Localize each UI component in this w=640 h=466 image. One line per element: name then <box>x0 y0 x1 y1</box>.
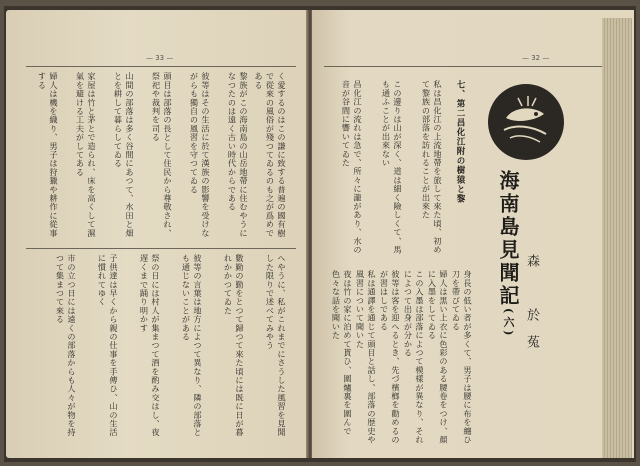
right-header-rule <box>324 66 604 67</box>
right-page-number: — 32 — <box>522 54 550 62</box>
text-column: 山間の部落は多く谷間にあつて、水田と畑とを耕して暮らしてゐる <box>113 72 135 238</box>
text-column: へやうに、私がこれまでにさうした風習を見聞した限りで述べてみやう <box>265 254 287 437</box>
text-column: 市の立つ日には遠くの部落からも人々が物を持つて集まつて來る <box>55 254 77 437</box>
article-part-number: (六) <box>502 308 515 339</box>
text-column: 頭目は部落の長として住民から尊敬され、祭祀や裁判を司る <box>151 72 173 238</box>
text-column: 身長の低い者が多くて、男子は腰に布を纏ひ刀を帶びてゐる <box>451 270 473 444</box>
text-column: 黎族がこの海南島の山岳地帶に住むやうになつたのは遠く古い時代からである <box>227 72 249 238</box>
text-column: 昌化江の流れは急で、所々に瀧があり、水の音が谷間に響いてゐた <box>341 80 363 254</box>
article-author: 森 於菟 <box>524 254 539 362</box>
text-column: 祭の日には村人が集まつて酒を酌み交はし、夜遅くまで踊り明かす <box>139 254 161 437</box>
right-page <box>312 10 634 458</box>
text-column: 數勤の勤をとつて歸つて來た頃には既に日が暮れかかつてゐた <box>223 254 245 437</box>
text-column: く愛するのはこの謙に致する普遍の國有樹で從來の風俗が殘つてゐるのも之が爲めである <box>254 72 287 238</box>
text-column: 婦人は黒い上衣に色彩のある腰卷をつけ、顏に入墨をしてゐる <box>427 270 449 444</box>
article-title <box>494 170 523 338</box>
text-column: 夜は竹の家に泊めて貰ひ、圍爐裏を圍んで色々な話を聞いた <box>331 270 353 436</box>
left-header-rule <box>26 66 296 67</box>
text-column: この邊りは山が深く、道は細く險しくて、馬も通ふことが出來ない <box>381 80 403 254</box>
fish-emblem-icon <box>488 84 564 160</box>
left-page-number: — 33 — <box>146 54 174 62</box>
text-column: 家屋は竹と茅とで造られ、床を高くして濕氣を避ける工夫がしてある <box>75 72 97 238</box>
article-title-text: 海南島見聞記 <box>496 170 520 308</box>
text-column: 私は通譯を通じて頭目と話し、部落の歴史や風習について聞いた <box>355 270 377 444</box>
left-page <box>6 10 308 458</box>
text-column: 彼等の言葉は地方によつて異なり、隣の部落とも通じないことがある <box>181 254 203 437</box>
text-column: 彼等はその生活に於て漢族の影響を受けながらも獨自の風習を守つてゐる <box>189 72 211 238</box>
text-column: 私は昌化江の上流地帶を旅して來た頃、初めて黎族の部落を訪れることが出來た <box>421 80 443 254</box>
text-column: 彼等は客を迎へるとき、先づ檳榔を勸めるのが習はしである <box>379 270 401 444</box>
text-column: 婦人は機を織り、男子は狩獵や耕作に從事する <box>37 72 59 238</box>
section-heading: 七、第二昌化江附の樹猿と黎 <box>455 80 465 204</box>
page-edges <box>602 18 632 458</box>
text-column: この入墨は部落によつて模樣が異なり、それによつて出身が分かる <box>403 270 425 444</box>
book-spread <box>4 6 636 462</box>
left-middle-rule <box>26 248 296 249</box>
text-column: 子供達は早くから親の仕事を手傳ひ、山の生活に慣れてゆく <box>97 254 119 437</box>
